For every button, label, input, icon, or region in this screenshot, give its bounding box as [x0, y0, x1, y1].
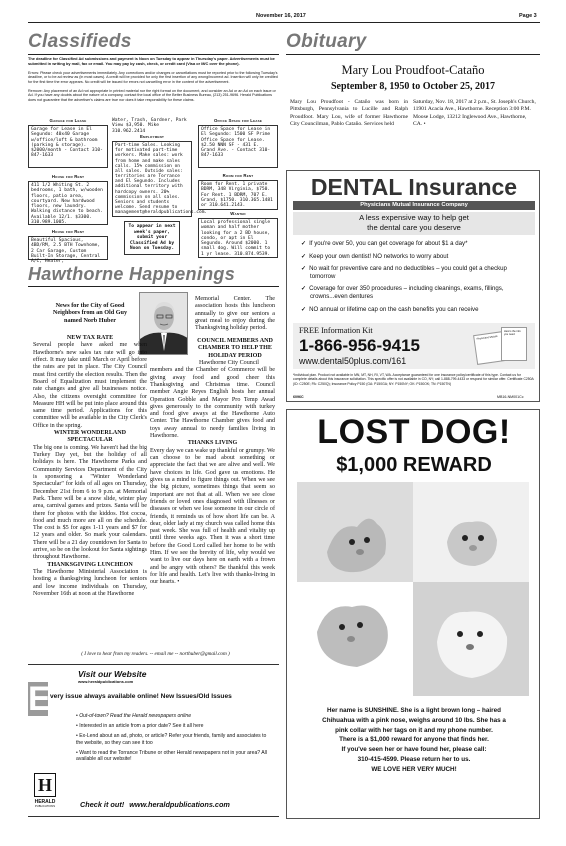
- issue-date: November 16, 2017: [256, 13, 306, 19]
- room-ad: Room for Rent. 1 private BDRM, 348 Virginia, $750. For Rent. 1 BDRM, 707 E. Grand, $1750. 310.365.1481 or 310.641.2143.: [198, 180, 278, 210]
- classifieds-title: Classifieds: [28, 31, 132, 52]
- dental-brochure: [475, 327, 527, 365]
- visit-box: [28, 664, 279, 817]
- dental-benefit: [301, 265, 529, 280]
- dog-photos: [297, 482, 529, 696]
- obituary-name: Mary Lou Proudfoot-Cataño: [341, 63, 485, 77]
- garage-ad: Garage for Lease in El Segundo: 40x40 Garage w/office/loft & bathroom (parking & storage). $2000/month - Contact 310-847-1633: [28, 125, 108, 168]
- lost-dog-line: If you've seen her or have found her, please call:: [341, 746, 487, 753]
- tax-text: Several people have asked me when Hawthorne's new sales tax rate will go into effect. It may take until March or April before the rates are put in place. The City Council must first certify the election results. Then the Board of Equalization must implement the rate changes and give all businesses notice. Also, the citizens oversight committee for Measure HH will be put into place around this same time period. Applications for this committee will be available in the City Clerk's Office in the spring.: [33, 342, 147, 429]
- visit-bullet-text: Out-of-town? Read the Herald newspapers online: [79, 713, 192, 719]
- herald-logo: [32, 773, 58, 813]
- lost-dog-title: LOST DOG!: [317, 413, 511, 451]
- visit-checkit: [80, 801, 230, 810]
- classifieds-errors: Errors: Please check your advertisements immediately. Any corrections and/or changes or cancellations must be reported prior to the following Tuesday's deadline, or to be ad review as (in most cases). A credit will be provided for only the first insertion of any wrong/incorrect ad. Insertion will only be credited for the first time the error appears. No credit will be issued for errors not cancelling error in the content of the advertisement.: [28, 71, 278, 84]
- checkit-label: Check it out!: [80, 800, 125, 809]
- visit-bullet-text: Interested in an article from a prior date? See it all here: [79, 722, 204, 729]
- visit-bullet: • Ex-Lend about an ad, photo, or article? Refer your friends, family and associates to the website, so they can see it too: [76, 732, 267, 746]
- visit-headline: very issue always available online! New Issues/Old Issues: [50, 693, 232, 700]
- council-heading: COUNCIL MEMBERS AND CHAMBER TO HELP THE HOLIDAY PERIOD: [197, 338, 273, 359]
- herald-logo-text: HERALD: [34, 799, 56, 805]
- herald-logo-mark: H: [34, 773, 56, 797]
- check-icon: ✓: [301, 252, 307, 260]
- lost-dog-reward: $1,000 REWARD: [336, 454, 492, 476]
- council-lead: Hawthorne City Council: [199, 359, 259, 366]
- dental-title: DENTAL Insurance: [310, 174, 518, 200]
- lost-dog-line: Her name is SUNSHINE. She is a light brown long – haired: [327, 707, 501, 714]
- office-ad: Office Space for Lease in El Segundo: 1500 SF Prime Office Space for Lease. $2.50 NNN SF - 431 E. Grand Ave. - Contact 310-847-1633: [198, 125, 278, 168]
- check-icon: ✓: [301, 240, 307, 247]
- dental-phone[interactable]: 1-866-956-9415: [299, 336, 420, 355]
- obituary-dates: September 8, 1950 to October 25, 2017: [330, 81, 496, 92]
- house2-ad: Beautiful Spacious, 4BD/RM, 2.5 BTH Townhome, 2 Car Garage, Custom Built-In Storage, Central A/C, Heater,: [28, 236, 108, 260]
- brochure-card-text: Physicians Mutual: [476, 334, 498, 341]
- dental-benefit: [301, 240, 529, 248]
- visit-bullet: • Out-of-town? Read the Herald newspapers online: [76, 713, 192, 719]
- dental-tagline-1: A less expensive way to help get: [359, 213, 469, 222]
- thanks-text: Every day we can wake up thankful or grumpy. We can choose to be mad about something or appreciate the fact that we are alive and well. We have choices in life. God gave us emotions. He gives us a mind to figure things out. When we see the big picture, sometimes things that seem so important are not that at all. When we see close friends or loved ones diagnosed with illnesses or diseases or when we lose someone in our circle of friends, it reminds us of how short life can be. A dear, older lady at my church was called home this past week. She was full of health and vitality up until three weeks ago. Then it was a short time before the Good Lord called her home to be with Him. If we see the brevity of life, why would we want to live our days here on earth with a frown and be angry with others? Be thankful this week for life and health. Let's live with thanks-living in our hearts. •: [150, 447, 275, 586]
- garage-heading: Garage for Lease: [49, 118, 87, 123]
- happenings-col2: [150, 338, 275, 587]
- page-number: Page 3: [519, 13, 537, 19]
- check-icon: ✓: [301, 285, 307, 293]
- lost-dog-ad: [286, 409, 540, 819]
- dental-benefit-text: Keep your own dentist! NO networks to worry about: [309, 252, 449, 260]
- wanted-heading: Wanted: [230, 211, 246, 216]
- check-icon: ✓: [301, 305, 307, 313]
- lost-dog-details: [291, 706, 537, 774]
- happenings-footer: ( I love to hear from my readers. -- email me -- northuber@gmail.com ): [81, 651, 230, 657]
- house2-heading: House for Rent: [51, 229, 85, 234]
- dental-tagline: [293, 212, 535, 235]
- visit-bullet-text: Ex-Lend about an ad, photo, or article? Refer your friends, family and associates to the website, so they can see it too: [76, 732, 267, 746]
- lost-dog-line: There is a $1,000 reward for anyone that finds her.: [339, 736, 489, 744]
- check-icon: ✓: [301, 265, 307, 273]
- obituary-rule: [286, 54, 540, 55]
- employment-ad: Part-time Sales. Looking for motivated part-time workers. Make sales: work from home and make sales calls. 15% commission on all sales. Outside sales: territories are Torrance and El Segundo. Includes additional territory with hardcopy owners. 20% commission on all sales. Seniors and students welcome. Send resume to management@heraldpublications.com.: [112, 141, 192, 217]
- dog-photo-collage: [297, 482, 529, 696]
- visit-bullet: • Interested in an article from a prior date? See it all here: [76, 722, 204, 729]
- visit-title: Visit our Website: [78, 669, 147, 679]
- dental-benefits: [301, 240, 529, 313]
- lost-dog-phone[interactable]: 310-415-4599. Please return her to us.: [357, 755, 471, 763]
- winter-heading: WINTER WONDERLAND SPECTACULAR: [53, 430, 127, 444]
- classifieds-intro: The deadline for Classified Ad submissions and payment is Noon on Tuesday to appear in Thursday's paper. Advertisements must be submitted in writing by mail, fax or email. You may pay by cash, check, or credit card (Visa or M/C over the phone).: [28, 56, 275, 66]
- house-heading: House for Rent: [51, 174, 85, 179]
- visit-url-small: www.heraldpublications.com: [78, 679, 134, 684]
- dental-benefit: [301, 306, 529, 314]
- dental-tagline-2: the dental care you deserve: [367, 223, 461, 232]
- happenings-col1: [33, 335, 147, 598]
- contd-ad: Water, Trash, Gardner, Park View $3,950. Mike 310.962.2414: [112, 118, 187, 134]
- classifieds-remove: Remove: Any placement of an Ad not appropriate in printed material nor the right format on the document, and consider an Ad or an Ad on each issue or Ad. If you have any doubts about the nature of a company, contact the local office of the Better Business Bureau, (213) 251-9696. Herald Publications does not guarantee that the advertiser's claims are true nor does it take responsibility for these claims.: [28, 89, 276, 102]
- turkey-text: The Hawthorne Ministerial Association is hosting a thanksgiving luncheon for seniors and low income individuals on Thursday, November 16th at noon at the Hawthorne: [33, 569, 147, 597]
- room-heading: Room for Rent: [222, 173, 254, 178]
- dental-benefit-text: If you're over 50, you can get coverage for about $1 a day*: [309, 240, 468, 247]
- lost-dog-line: pink collar with her tags on it and my phone number.: [335, 726, 493, 734]
- house-ad: 411 1/2 Whiting St. 2 bedrooms, 1 bath, w/wooden floors, patio area, courtyard. New hardwood floors, new laundry. Walking distance to beach. Available 12/1. $3300. 310.989.1005.: [28, 181, 108, 225]
- happenings-rule: [28, 286, 279, 287]
- visit-url-link[interactable]: www.heraldpublications.com: [129, 800, 230, 809]
- brochure-card-text: Here's the info you need: [504, 330, 521, 337]
- classifieds-rule: [28, 54, 279, 55]
- dental-benefit-text: Coverage for over 350 procedures – including cleanings, exams, fillings, crowns...even dentures: [309, 285, 504, 301]
- council-text: members and the Chamber of Commerce will be giving away food and good cheer this Thanksgiving and Christmas time. Council member Angie Reyes English hosts her annual Operation Gobble and Mayor Pro Temp Awad gives generously to the community with turkey and food give aways at the Hawthorne Auto Center. The Hawthorne Chamber gives food and toys away annual to needy families living in Hawthorne.: [150, 367, 275, 440]
- visit-drop-cap: E: [28, 680, 51, 718]
- visit-bullet-text: Want to read the Torrance Tribune or other Herald newspapers not in your area? All available all our website!: [76, 749, 267, 763]
- dental-ad: [286, 170, 540, 402]
- dental-web[interactable]: www.dental50plus.com/161: [299, 356, 407, 366]
- dental-benefit: [301, 285, 529, 300]
- tax-heading: NEW TAX RATE: [66, 335, 114, 341]
- lost-dog-line: WE LOVE HER VERY MUCH!: [371, 765, 457, 773]
- herald-logo-sub: PUBLICATIONS: [34, 804, 56, 808]
- happenings-col2a: Memorial Center. The association hosts this luncheon annually to give our seniors a great meal to enjoy during the Thanksgiving holiday period.: [195, 296, 275, 332]
- dental-kit: FREE Information Kit: [299, 326, 373, 335]
- office-heading: Office Space for Lease: [213, 118, 263, 123]
- visit-bullets: [76, 713, 274, 763]
- employment-heading: Employment: [139, 134, 165, 139]
- dental-code-1: 6096C: [293, 395, 304, 399]
- brochure-card-2: [501, 327, 527, 361]
- turkey-heading: THANKSGIVING LUNCHEON: [47, 561, 133, 568]
- dental-code-2: MB16-NM001Cc: [497, 395, 524, 399]
- happenings-title: Hawthorne Happenings: [28, 264, 236, 284]
- wanted-ad: Local professional single woman and half mother looking for a 2 BD house, condo, or apt in El Segundo. Around $2000. 1 small dog. Will commit to 1 yr lease. 310.874.9539.: [198, 218, 278, 258]
- obituary-col1: Mary Lou Proudfoot - Cataño was born in Pittsburgh, Pennsylvania to Lucille and Ralph Proudfoot. Mary Lou, wife of former Hawthorne City Councilman, Pablo Cataño. Services held: [290, 99, 408, 127]
- lost-dog-line: Chihuahua with a pink nose, weighs around 10 lbs. She has a: [322, 716, 506, 724]
- dental-benefit: [301, 253, 529, 261]
- dental-kit-panel: [293, 323, 535, 369]
- thanks-heading: THANKS LIVING: [187, 440, 238, 447]
- dental-benefit-text: NO annual or lifetime cap on the cash benefits you can receive: [309, 305, 479, 313]
- happenings-lead: News for the City of Good Neighbors from an Old Guy named Norb Huber: [52, 302, 128, 324]
- winter-text: The big one is coming. We haven't had the big Turkey Day yet, but the holiday of all holidays is here. The Hawthorne Parks and Community Services Department of the City is sponsoring a "Winter Wonderland Spectacular" for kids of all ages on Thursday, December 21st from 6 to 9 p.m. at Memorial Park. There will be a snow slide, winter play area, carnival games and prizes. Santa will be there for photos with the kiddos. Hot cocoa, food and much more are all on the schedule. The cost is $5 for ages 1-11 years and $7 for 12 years and older. So mark your calendars. There will be a 21 day countdown for Santa to arrive, so be on the lookout for Santa sightings throughout Hawthorne.: [33, 444, 147, 561]
- obituary-title: Obituary: [286, 31, 367, 52]
- dental-subtitle-bar: [293, 201, 535, 210]
- visit-bullet: • Want to read the Torrance Tribune or other Herald newspapers not in your area? All available all our website!: [76, 749, 267, 763]
- deadline-notice: To appear in next week's paper, submit your Classified Ad by Noon on Tuesday.: [124, 221, 180, 255]
- obituary-col2: Saturday, Nov. 18, 2017 at 2 p.m., St. Joseph's Church, 11901 Acacia Ave., Hawthorne. Reception 3:00 P.M. Moose Lodge, 13212 Inglewood Ave., Hawthorne, CA. •: [413, 99, 536, 127]
- dental-fine-print: *Individual plan. Product not available in MN, MT, NH, RI, VT, WA. Acceptance guaranteed for one insurance policy/certificate of this type. Contact us for complete details about this insurance solicitation. This specific offer is not available in CO, NY; call 1-888-799-4433 or respond for similar offer. Certificate C250A (ID: C250E; PA: C250Q); Insurance Policy P150 (GA: P150GA; NY: P150NY; OK: P150OK; TN: P150TN): [293, 373, 534, 386]
- dental-benefit-text: No wait for preventive care and no deductibles – you could get a checkup tomorrow: [309, 265, 507, 280]
- header-rule: [28, 22, 540, 23]
- dental-subtitle: Physicians Mutual Insurance Company: [360, 202, 468, 208]
